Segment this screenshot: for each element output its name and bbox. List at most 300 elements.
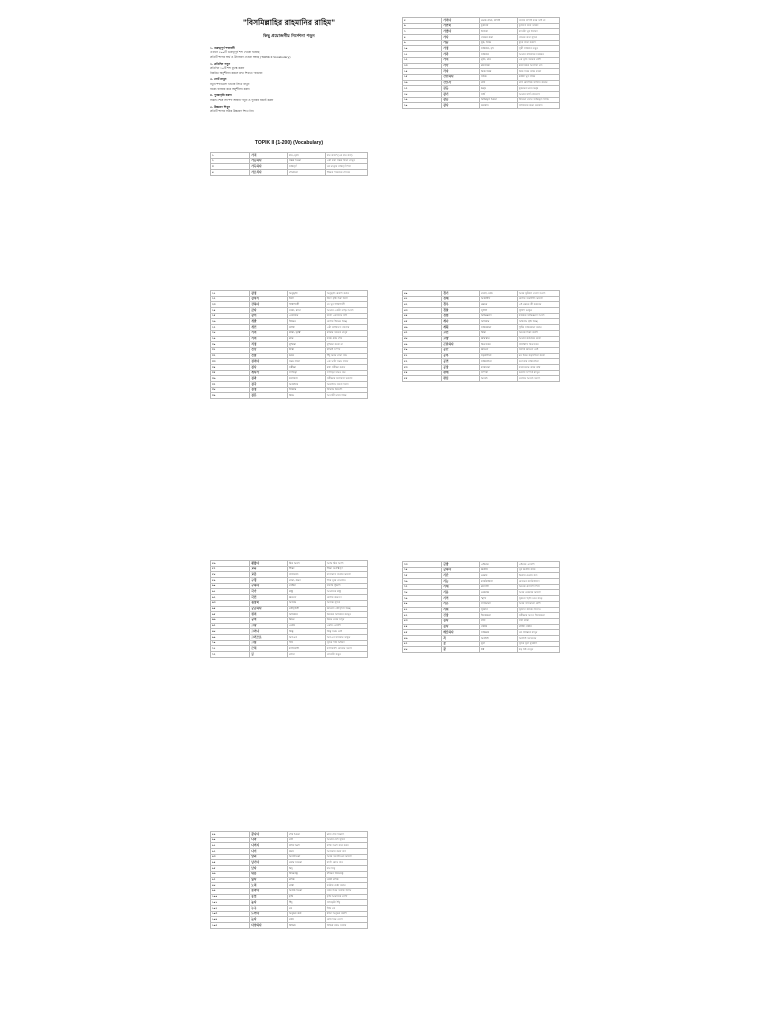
row-number: ১০৩ <box>211 911 250 917</box>
row-number: ৭০ <box>211 640 250 646</box>
intro-line: প্রতিটি শব্দের সঠিক উচ্চারণ শিখে নিন <box>210 109 254 114</box>
example-sentence: এইমাত্র এসেছি <box>517 562 559 568</box>
intro-section <box>210 47 368 114</box>
row-number: ৮৬ <box>403 635 442 641</box>
row-number: ৪৫ <box>403 319 442 325</box>
intro-line: প্রতিদিন ১০টি শব্দ মুখস্থ করুন <box>210 66 245 71</box>
bangla-meaning: কৌতূহলী <box>288 606 326 612</box>
korean-word: 계획 <box>442 325 480 331</box>
example-sentence: কঠোর চেষ্টা করুন <box>325 883 367 889</box>
bangla-meaning: উত্তেজনা <box>480 613 518 619</box>
korean-word: 그러나 <box>250 629 288 635</box>
korean-word: 갖다 <box>250 308 288 314</box>
bangla-meaning: লেখা <box>288 652 326 658</box>
bangla-meaning: দেশ <box>288 837 326 843</box>
row-number: ১৯ <box>403 97 442 103</box>
bangla-meaning: নিয়ম <box>288 617 326 623</box>
bangla-meaning: পরিবার, গৃহ <box>480 46 518 52</box>
row-number: ৫৬ <box>211 561 250 567</box>
korean-word: 감기 <box>442 91 480 97</box>
example-sentence: নিজ নিজ কাজ করো <box>517 69 559 75</box>
example-sentence: আগামী মাসে বিয়ে <box>325 393 367 399</box>
bangla-meaning: রেখে যাওয়া <box>288 860 326 866</box>
bangla-meaning: কিন্তু <box>288 629 326 635</box>
korean-word: 그림 <box>250 640 288 646</box>
bangla-meaning: প্রত্যাশা <box>480 584 518 590</box>
bangla-meaning: কারখানা <box>480 364 518 370</box>
example-sentence: কাছাকাছি দোকান আছে <box>325 646 367 652</box>
row-number: ১ <box>211 153 250 159</box>
korean-word: 공연 <box>442 359 480 365</box>
example-sentence: খবর শুনে অবাক হলাম <box>325 888 367 894</box>
korean-word: 농업 <box>250 894 288 900</box>
row-number: ৬৮ <box>211 629 250 635</box>
bangla-meaning: উন্নয়ন <box>288 319 326 325</box>
row-number: ৩৩ <box>211 359 250 365</box>
korean-word: 가정 <box>442 46 480 52</box>
example-sentence: আমার জন্মস্থান ঢাকা <box>517 336 559 342</box>
row-number: ৮ <box>403 35 442 41</box>
bangla-meaning: বিয়ে <box>288 393 326 399</box>
row-number: ১৬ <box>403 80 442 86</box>
example-sentence: বইয়ের বিষয়বস্তু <box>325 871 367 877</box>
row-number: ৯৭ <box>211 877 250 883</box>
korean-word: 꼭 <box>442 635 480 641</box>
row-number: ৯৫ <box>211 866 250 872</box>
row-number: ৮৫ <box>403 630 442 636</box>
example-sentence: এর মূল্য অনেক বেশি <box>517 57 559 63</box>
intro-heading: ১. গুরুত্বপূর্ণ শব্দাবলী <box>210 45 235 50</box>
example-sentence: আমার একটা গাড়ি আছে <box>325 308 367 314</box>
row-number: ৯২ <box>211 849 250 855</box>
korean-word: 끝나다 <box>250 832 288 838</box>
example-sentence: হঠাৎ বৃষ্টি শুরু হলো <box>325 296 367 302</box>
example-sentence: পরীক্ষার আগে উত্তেজনা <box>517 613 559 619</box>
row-number: ৬ <box>403 23 442 29</box>
example-sentence: ক্লাস শেষ হয়েছে <box>325 832 367 838</box>
doc-page-2 <box>402 17 560 109</box>
bangla-meaning: পড়াশোনা <box>480 353 518 359</box>
example-sentence: খাবার বাছাই করে খাই না <box>517 18 559 24</box>
korean-word: 결과 <box>250 376 288 382</box>
example-sentence: দেশের অর্থনীতি ভালো <box>517 296 559 302</box>
table-row <box>211 923 368 929</box>
row-number: ৮৩ <box>403 618 442 624</box>
example-sentence: বিভিন্ন রকম খাবার <box>325 923 367 929</box>
example-sentence: অতএব সাবধান থাকুন <box>325 634 367 640</box>
vocab-table <box>402 561 560 653</box>
example-sentence: লম্বা রাস্তা <box>517 618 559 624</box>
korean-word: 걸리다 <box>250 359 288 365</box>
example-sentence: দেশের উন্নয়ন হচ্ছে <box>325 319 367 325</box>
example-sentence: পুরনো স্মৃতি মনে পড়ে <box>517 596 559 602</box>
row-number: ৪৬ <box>403 325 442 331</box>
bangla-meaning: হালকা <box>480 29 518 35</box>
korean-word: 강하다 <box>250 302 288 308</box>
table-title: TOPIK II (1-200) (Vocabulary) <box>254 139 324 146</box>
example-sentence: আপনার বয়স কত <box>325 849 367 855</box>
row-number: ৩ <box>211 164 250 170</box>
example-sentence: ভিসার মেয়াদ কত <box>517 573 559 579</box>
intro-line: এখানে ২০০টি গুরুত্বপূর্ণ শব্দ দেওয়া হয়েছে <box>210 50 260 55</box>
korean-word: 높다 <box>250 900 288 906</box>
korean-word: 간단하다 <box>442 74 480 80</box>
korean-word: 경찰 <box>442 308 480 314</box>
korean-word: 교통 <box>250 572 288 578</box>
row-number: ৮৭ <box>403 641 442 647</box>
example-sentence: পাহাড়টা উঁচু <box>325 900 367 906</box>
korean-word: 걱정 <box>250 342 288 348</box>
korean-word: 나이 <box>250 849 288 855</box>
korean-word: 가격 <box>250 153 288 159</box>
bangla-meaning: কাছাকাছি <box>288 646 326 652</box>
korean-word: 교육 <box>250 566 288 572</box>
korean-word: 개발 <box>250 319 288 325</box>
korean-word: 가르치다 <box>250 170 288 176</box>
example-sentence: আমার দেশ সুন্দর <box>325 837 367 843</box>
korean-word: 게다가 <box>250 370 288 376</box>
bangla-meaning: ছবি <box>288 640 326 646</box>
korean-word: 권리 <box>250 612 288 618</box>
korean-word: 낮다 <box>250 866 288 872</box>
bangla-meaning: জনগণ <box>288 595 326 601</box>
korean-word: 감동 <box>442 97 480 103</box>
row-number: ৭২ <box>211 652 250 658</box>
korean-word: 긴장 <box>442 613 480 619</box>
korean-word: 감사 <box>442 103 480 109</box>
row-number: ২৮ <box>211 330 250 336</box>
row-number: ১০১ <box>211 900 250 906</box>
row-number: ৬০ <box>211 583 250 589</box>
bangla-meaning: এইমাত্র <box>480 562 518 568</box>
row-number: ১৪ <box>403 69 442 75</box>
korean-word: 남기다 <box>250 860 288 866</box>
example-sentence: বুকে ব্যথা করছে <box>517 40 559 46</box>
korean-word: 글 <box>250 652 288 658</box>
example-sentence: অত্যন্ত সুন্দর <box>325 600 367 606</box>
korean-word: 노력 <box>250 883 288 889</box>
example-sentence: কিন্তু সময় নেই <box>325 629 367 635</box>
row-number: ৭৭ <box>403 584 442 590</box>
row-number: ৪০ <box>403 291 442 297</box>
row-number: ৬২ <box>211 595 250 601</box>
korean-word: 곤란하다 <box>442 342 480 348</box>
example-sentence: এক ঘণ্টা সময় লাগে <box>325 359 367 365</box>
row-number: ৫০ <box>403 347 442 353</box>
example-sentence: শিক্ষক ছাত্রদের শেখান <box>325 170 367 176</box>
row-number: ১০ <box>403 46 442 52</box>
bangla-meaning: যাতায়াত <box>288 572 326 578</box>
korean-word: 가득하다 <box>250 164 288 170</box>
example-sentence: ঠান্ডা অনুভব করছি <box>325 911 367 917</box>
example-sentence: প্রত্যেকের আলাদা মত <box>517 63 559 69</box>
row-number: ৩৬ <box>211 376 250 382</box>
example-sentence: নার্স রোগীকে সাহায্য করেন <box>517 80 559 86</box>
korean-word: 거리 <box>250 330 288 336</box>
korean-word: 관심 <box>442 376 480 382</box>
bangla-meaning: দেখা, ভ্রমণ <box>288 578 326 584</box>
korean-word: 굉장히 <box>250 600 288 606</box>
row-number: ৪৩ <box>403 308 442 314</box>
korean-word: 길다 <box>442 618 480 624</box>
bangla-meaning: অত্যন্ত <box>288 600 326 606</box>
bangla-meaning: অবাক হওয়া <box>288 888 326 894</box>
korean-word: 감정 <box>250 291 288 297</box>
table-row <box>403 376 560 382</box>
row-number: ৮৪ <box>403 624 442 630</box>
bangla-meaning: ঢেকে রাখা, বাছাই <box>480 18 518 24</box>
bangla-meaning: দ্বন্দ্ব <box>480 86 518 92</box>
korean-word: 가치 <box>442 57 480 63</box>
bangla-meaning: ক্ষেত্রে <box>480 302 518 308</box>
row-number: ৫১ <box>403 353 442 359</box>
example-sentence: আমার সর্দি লেগেছে <box>517 91 559 97</box>
example-sentence: পর্যাপ্ত জায়গা নেই <box>517 347 559 353</box>
example-sentence: আজ মেজাজ ভালো <box>517 590 559 596</box>
example-sentence: এমনি এসেছি <box>325 623 367 629</box>
doc-page-4 <box>402 290 560 382</box>
korean-word: 내용 <box>250 871 288 877</box>
vocab-table <box>210 831 368 929</box>
bangla-meaning: শেষ হওয়া <box>288 832 326 838</box>
row-number: ১৩ <box>403 63 442 69</box>
vocab-table <box>402 290 560 382</box>
example-sentence: আমি ঠিক আছি <box>325 561 367 567</box>
example-sentence: আজ ফুটবল খেলা আছে <box>517 291 559 297</box>
row-number: ৭৮ <box>403 590 442 596</box>
bangla-meaning: বিভিন্ন <box>288 923 326 929</box>
example-sentence: সিনেমা দেখে অভিভূত হলাম <box>517 97 559 103</box>
intro-line: নতুন শব্দগুলো খাতায় লিখে রাখুন <box>210 82 250 86</box>
korean-word: 느끼다 <box>250 911 288 917</box>
example-sentence: চলো একসাথে যাই <box>325 313 367 319</box>
bangla-meaning: বুক, হৃদয় <box>480 40 518 46</box>
example-sentence: পরিস্থিতি বিব্রতকর <box>517 342 559 348</box>
korean-word: 가족 <box>442 52 480 58</box>
bangla-meaning: নিচু <box>288 866 326 872</box>
row-number: ৫ <box>403 18 442 24</box>
korean-word: 고민 <box>442 330 480 336</box>
bangla-meaning: সুযোগ <box>480 607 518 613</box>
bangla-meaning: দেরি <box>288 917 326 923</box>
row-number: ১২ <box>403 57 442 63</box>
bangla-meaning: খেলা, ম্যাচ <box>480 291 518 297</box>
korean-word: 경기 <box>442 291 480 297</box>
korean-word: 다양하다 <box>250 923 288 929</box>
bangla-meaning: বয়স <box>288 849 326 855</box>
korean-word: 규칙 <box>250 617 288 623</box>
table-row <box>403 103 560 109</box>
row-number: ২৫ <box>211 313 250 319</box>
example-sentence: স্বাস্থ্যই সম্পদ <box>325 347 367 353</box>
row-number: ২৭ <box>211 325 250 331</box>
row-number: ৫৭ <box>211 566 250 572</box>
bangla-meaning: নিজ নিজ <box>480 69 518 75</box>
bangla-meaning: জায়গা <box>480 347 518 353</box>
example-sentence: দেশের জনগণ <box>325 595 367 601</box>
bangla-meaning: অনুভূতি <box>288 291 326 297</box>
row-number: ৬৫ <box>211 612 250 618</box>
korean-word: 갈등 <box>442 86 480 92</box>
row-number: ৭১ <box>211 646 250 652</box>
example-sentence: সুন্দর ফুল ফুটেছে <box>517 641 559 647</box>
korean-word: 구경 <box>250 578 288 584</box>
row-number: ২১ <box>211 291 250 297</box>
korean-word: 관계 <box>442 370 480 376</box>
bangla-meaning: উঁচু <box>288 900 326 906</box>
bangla-meaning: কার্যকারিতা <box>480 579 518 585</box>
row-number: ৮১ <box>403 607 442 613</box>
bangla-meaning: লম্বা <box>480 618 518 624</box>
bangla-meaning: সর্দি <box>480 91 518 97</box>
example-sentence: এটা ব্যক্তিগত ব্যাপার <box>325 325 367 331</box>
example-sentence: উঁচু ভবন দেখা যায় <box>325 353 367 359</box>
row-number: ৮০ <box>403 601 442 607</box>
row-number: ৯৮ <box>211 883 250 889</box>
row-number: ৯১ <box>211 843 250 849</box>
row-number: ৭ <box>403 29 442 35</box>
row-number: ৫৪ <box>403 370 442 376</box>
korean-word: 구하다 <box>250 583 288 589</box>
bangla-meaning: বিষয়বস্তু <box>288 871 326 877</box>
bangla-meaning: ঠিক আছে <box>288 561 326 567</box>
korean-word: 경제 <box>442 296 480 302</box>
example-sentence: শিক্ষা গুরুত্বপূর্ণ <box>325 566 367 572</box>
example-sentence: মন দিয়ে পড়াশোনা করো <box>517 353 559 359</box>
korean-word: 근처 <box>250 646 288 652</box>
example-sentence: সুখী পরিবার গড়ুন <box>517 46 559 52</box>
intro-heading: ৫. উচ্চারণ শিখুন <box>210 104 230 109</box>
example-sentence: সুযোগ কাজে লাগাও <box>517 607 559 613</box>
bangla-meaning: ব্যক্তি <box>288 325 326 331</box>
example-sentence: ঘরটা প্রশস্ত <box>325 877 367 883</box>
korean-word: 경우 <box>442 302 480 308</box>
bangla-meaning: পরিকল্পনা <box>480 325 518 331</box>
korean-word: 결국 <box>250 382 288 388</box>
example-sentence: নিয়ম মেনে চলুন <box>325 617 367 623</box>
bangla-meaning: সিদ্ধান্ত <box>288 387 326 393</box>
row-number: ৩০ <box>211 342 250 348</box>
bangla-meaning: প্রশস্ত <box>288 877 326 883</box>
row-number: ৯ <box>403 40 442 46</box>
table-row <box>403 647 560 653</box>
korean-word: 간호사 <box>442 80 480 86</box>
bangla-meaning: কৃষি <box>288 894 326 900</box>
bangla-meaning: অবশ্যই <box>480 635 518 641</box>
bangla-meaning: শক্তিশালী <box>288 302 326 308</box>
bangla-meaning: পরিবার <box>480 52 518 58</box>
bangla-meaning: শিক্ষা <box>288 566 326 572</box>
row-number: ৯৬ <box>211 871 250 877</box>
row-number: ১০৫ <box>211 923 250 929</box>
bangla-meaning: পরিবেশনা <box>480 359 518 365</box>
bangla-meaning: গভীর <box>480 624 518 630</box>
row-number: ২৩ <box>211 302 250 308</box>
bangla-meaning: গানের কথা <box>480 35 518 41</box>
korean-word: 검사 <box>250 364 288 370</box>
doc-page-1 <box>210 18 368 176</box>
example-sentence: অবশেষে সফল হলো <box>325 382 367 388</box>
korean-word: 결정 <box>250 387 288 393</box>
doc-page-7 <box>210 831 368 929</box>
row-number: ৩৭ <box>211 382 250 388</box>
row-number: ৬১ <box>211 589 250 595</box>
bangla-meaning: বিব্রতকর <box>480 342 518 348</box>
bangla-meaning: স্বাস্থ্য <box>288 347 326 353</box>
bangla-meaning: আগ্রহ <box>480 376 518 382</box>
intro-line: সপ্তাহ শেষে সব শব্দ আবার পড়ুন ও পুনরায় যাচাই করুন <box>210 97 274 102</box>
example-sentence: আমাদের রাষ্ট্র <box>325 589 367 595</box>
example-sentence: অবশ্যই আসবেন <box>517 635 559 641</box>
row-number: ২৪ <box>211 308 250 314</box>
bangla-meaning: সম্ভব হওয়া <box>288 158 326 164</box>
vocab-table <box>210 152 368 176</box>
row-number: ৬৪ <box>211 606 250 612</box>
bangla-meaning: এমনি <box>288 623 326 629</box>
bangla-meaning: তাপমাত্রা <box>480 601 518 607</box>
korean-word: 꿈 <box>442 647 480 653</box>
example-sentence: কৃষি আমাদের পেশা <box>325 894 367 900</box>
korean-word: 기억 <box>442 596 480 602</box>
row-number: ৮২ <box>403 613 442 619</box>
row-number: ৯০ <box>211 837 250 843</box>
bangla-meaning: অভিজ্ঞতা <box>480 313 518 319</box>
example-sentence: লেখাটা পড়ুন <box>325 652 367 658</box>
row-number: ৬৭ <box>211 623 250 629</box>
korean-word: 기분 <box>442 590 480 596</box>
bangla-meaning: নার্স <box>480 80 518 86</box>
example-sentence: চুপচাপ বসে থাকো <box>517 23 559 29</box>
table-row <box>211 170 368 176</box>
intro-line: নিয়মিত অনুশীলন করলে দ্রুত শিখতে পারবেন <box>210 70 263 75</box>
korean-word: 놀라다 <box>250 888 288 894</box>
korean-word: 공장 <box>442 364 480 370</box>
example-sentence: কারখানায় কাজ করি <box>517 364 559 370</box>
row-number: ১৮ <box>403 91 442 97</box>
bangla-meaning: মেজাজ <box>480 590 518 596</box>
bangla-meaning: ধন্যবাদ <box>480 103 518 109</box>
example-sentence: অবিরাম বৃষ্টি হচ্ছে <box>517 319 559 325</box>
bangla-meaning: অনুভব করা <box>288 911 326 917</box>
row-number: ১৫ <box>403 74 442 80</box>
korean-word: 각자 <box>442 69 480 75</box>
bangla-meaning: পরীক্ষা <box>288 364 326 370</box>
bangla-meaning: প্রত্যেকে <box>480 63 518 69</box>
row-number: ৭৫ <box>403 573 442 579</box>
korean-word: 깊다 <box>442 624 480 630</box>
example-sentence: বার্তা রেখে যান <box>325 860 367 866</box>
korean-word: 가사 <box>442 35 480 41</box>
korean-word: 가볍다 <box>442 29 480 35</box>
bangla-meaning: সময় লাগা <box>288 359 326 365</box>
korean-word: 가슴 <box>442 40 480 46</box>
bangla-meaning: চুপচাপ <box>480 23 518 29</box>
vocab-table <box>210 290 368 399</box>
korean-word: 건강 <box>250 347 288 353</box>
row-number: ৩৫ <box>211 370 250 376</box>
bangla-meaning: শেখানো <box>288 170 326 176</box>
vocab-table <box>210 560 368 658</box>
row-number: ৬৬ <box>211 617 250 623</box>
example-sentence: কাজের অভিজ্ঞতা আছে <box>517 313 559 319</box>
korean-word: 가리다 <box>442 18 480 24</box>
row-number: ৩৪ <box>211 364 250 370</box>
row-number: ৫৩ <box>403 364 442 370</box>
example-sentence: অনেক প্রত্যাশা ছিল <box>517 584 559 590</box>
bangla-meaning: পরিষ্কার <box>480 630 518 636</box>
example-sentence: গানের কথা সুন্দর <box>517 35 559 41</box>
korean-word: 계속 <box>442 319 480 325</box>
